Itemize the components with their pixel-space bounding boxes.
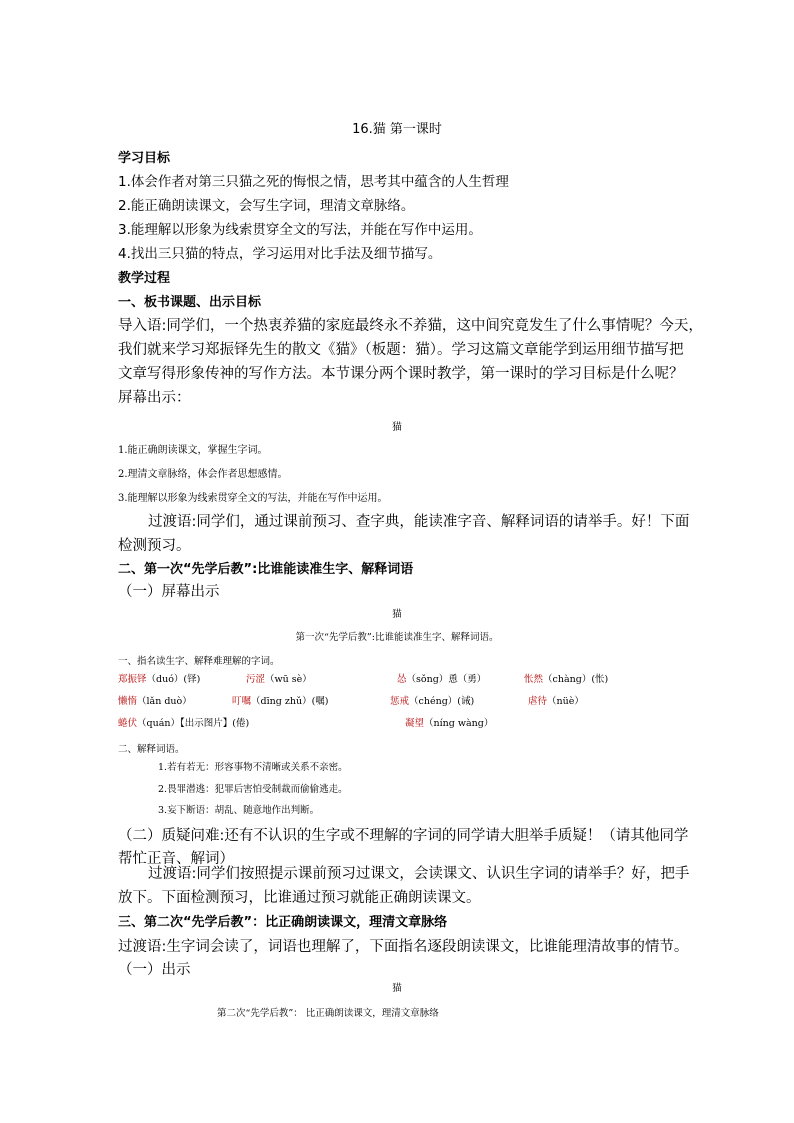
definition-item: 1.若有若无：形容事物不清晰或关系不亲密。: [158, 762, 348, 773]
section3-transition: 过渡语:生字词会读了，词语也理解了，下面指名逐段朗读课文，比谁能理清故事的情节。: [118, 939, 689, 955]
intro-line: 文章写得形象传神的写作方法。本节课分两个课时教学，第一课时的学习目标是什么呢？: [118, 366, 684, 382]
section1-heading: 一、板书课题、出示目标: [118, 295, 262, 310]
section3-sub1: （一）出示: [118, 962, 191, 978]
vocab-heading: 一、指名读生字、解释难理解的字词。: [118, 656, 280, 667]
goals-heading: 学习目标: [118, 151, 171, 166]
transition-line: 检测预习。: [118, 538, 191, 554]
process-heading: 教学过程: [118, 271, 171, 286]
transition-line: 放下。下面检测预习，比谁通过预习就能正确朗读课文。: [118, 890, 481, 906]
transition-line: 过渡语:同学们，通过课前预习、查字典，能读准字音、解释词语的请举手。好！下面: [148, 514, 690, 530]
definition-item: 3.妄下断语：胡乱、随意地作出判断。: [158, 805, 320, 816]
definitions-heading: 二、解释词语。: [118, 744, 185, 755]
vocab-word: 蜷伏: [118, 718, 138, 729]
screen1-item: 3.能理解以形象为线索贯穿全文的写法，并能在写作中运用。: [118, 493, 388, 504]
vocab-entry: 怂（sǒng）恿（勇）: [397, 674, 487, 685]
definition-item: 2.畏罪潜逃：犯罪后害怕受制裁而偷偷逃走。: [158, 784, 348, 795]
vocab-entry: 惩戒（chéng）(诫): [390, 696, 475, 707]
vocab-word: 郑振铎: [118, 674, 147, 685]
vocab-word: 怂: [397, 674, 407, 685]
vocab-entry: 蜷伏（quán）【出示图片】(倦): [118, 718, 250, 729]
vocab-word: 凝望: [405, 718, 425, 729]
transition-line: 过渡语:同学们按照提示课前预习过课文，会读课文、认识生字词的请举手？好，把手: [148, 866, 690, 882]
section2-sub2: （二）质疑问难:还有不认识的生字或不理解的字词的同学请大胆举手质疑！（请其他同学: [118, 828, 689, 844]
screen2-title: 猫: [392, 609, 402, 620]
goal-item: 1.体会作者对第三只猫之死的悔恨之情，思考其中蕴含的人生哲理: [118, 174, 509, 190]
intro-line: 我们就来学习郑振铎先生的散文《猫》（板题：猫）。学习这篇文章能学到运用细节描写把: [118, 342, 684, 358]
vocab-entry: 懒惰（lǎn duò）: [118, 696, 192, 707]
screen3-title: 猫: [392, 983, 402, 994]
section3-heading: 三、第二次“先学后教”：比正确朗读课文，理清文章脉络: [118, 915, 448, 930]
vocab-word: 污涩: [246, 674, 266, 685]
vocab-entry: 污涩（wū sè）: [246, 674, 312, 685]
page-title: 16.猫 第一课时: [352, 122, 442, 137]
vocab-word: 懒惰: [118, 696, 138, 707]
vocab-word: 惩戒: [390, 696, 410, 707]
vocab-entry: 虐待（nüè）: [528, 696, 584, 707]
vocab-entry: 怅然（chàng）(怅): [524, 674, 609, 685]
section2-heading: 二、第一次“先学后教”:比谁能读准生字、解释词语: [118, 562, 414, 577]
screen1-title: 猫: [392, 422, 402, 433]
screen1-item: 1.能正确朗读课文，掌握生字词。: [118, 445, 268, 456]
screen1-item: 2.理清文章脉络，体会作者思想感情。: [118, 469, 288, 480]
intro-line: 屏幕出示：: [118, 390, 191, 406]
intro-line: 导入语:同学们，一个热衷养猫的家庭最终永不养猫，这中间究竟发生了什么事情呢？今天，: [118, 318, 703, 334]
vocab-word: 虐待: [528, 696, 548, 707]
vocab-entry: 叮嘱（dīng zhǔ）(嘱): [232, 696, 329, 707]
screen3-subtitle: 第二次“先学后教”： 比正确朗读课文，理清文章脉络: [217, 1008, 439, 1019]
goal-item: 2.能正确朗读课文，会写生字词，理清文章脉络。: [118, 198, 415, 214]
screen2-subtitle: 第一次“先学后教”:比谁能读准生字、解释词语。: [295, 632, 499, 643]
goal-item: 3.能理解以形象为线索贯穿全文的写法，并能在写作中运用。: [118, 222, 482, 238]
section2-sub1: （一）屏幕出示: [118, 584, 220, 600]
vocab-word: 怅然: [524, 674, 544, 685]
section2-sub2: 帮忙正音、解词）: [118, 851, 234, 867]
vocab-entry: 郑振铎（duó）(铎): [118, 674, 201, 685]
goal-item: 4.找出三只猫的特点，学习运用对比手法及细节描写。: [118, 246, 442, 262]
vocab-word: 叮嘱: [232, 696, 252, 707]
vocab-entry: 凝望（níng wàng）: [405, 718, 494, 729]
